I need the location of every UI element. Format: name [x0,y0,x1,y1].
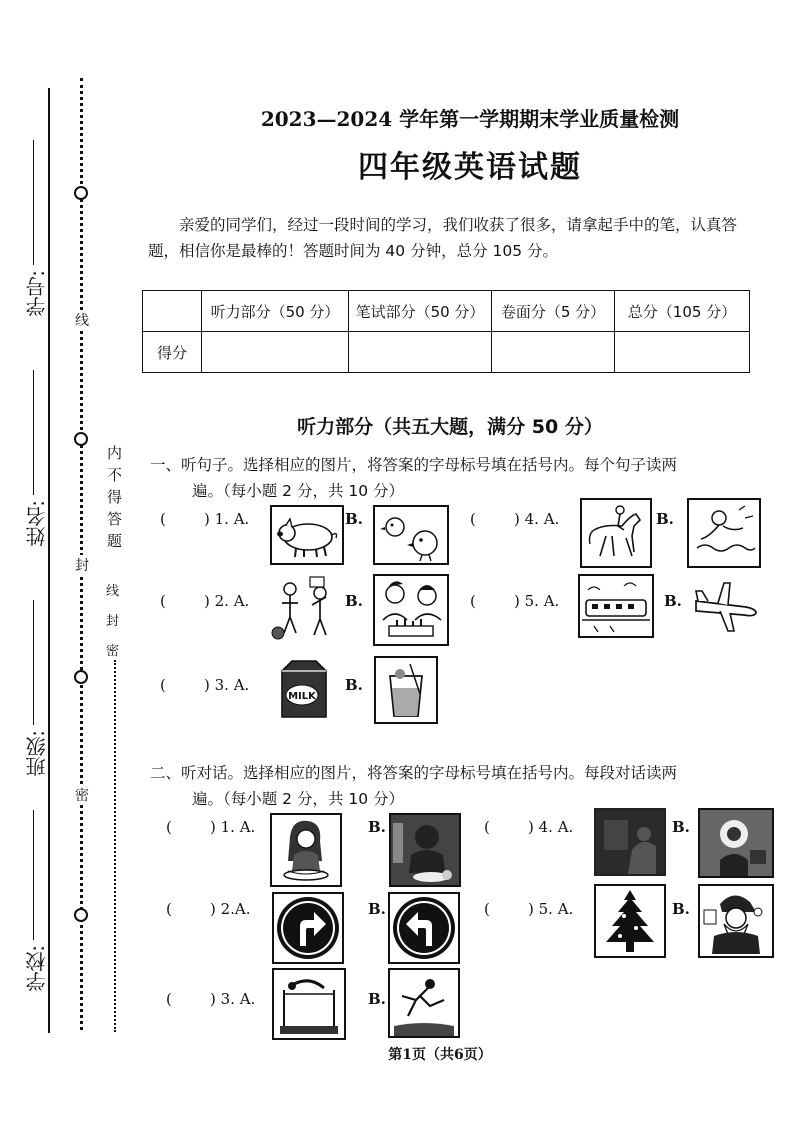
part2-q5-number[interactable]: ( ) 5. A. [484,900,574,918]
part1-q1-number[interactable]: ( ) 1. A. [160,510,250,528]
airplane-icon[interactable] [688,573,762,639]
turn-left-sign-icon[interactable] [388,892,460,964]
binding-hole-2 [74,432,88,446]
binding-hole-4 [74,908,88,922]
page-footer: 第1页（共6页） [388,1047,492,1063]
part1-q2-number[interactable]: ( ) 2. A. [160,592,250,610]
pig-icon[interactable] [270,505,344,565]
name-blank [33,370,34,495]
part1-q3-b-label: B. [345,676,363,694]
no-answer-warning: 内不得答题 [105,445,123,555]
part1-q3-number[interactable]: ( ) 3. A. [160,676,250,694]
score-header-listening: 听力部分（50 分） [202,291,349,332]
student-id-label: 学号: [25,270,49,317]
part1-q4-number[interactable]: ( ) 4. A. [470,510,560,528]
school-label: 学校: [25,945,49,992]
part1-q1-b-label: B. [345,510,363,528]
binding-dotted-line [80,78,83,1030]
dark-scene-icon[interactable] [594,808,666,876]
person-scene-icon[interactable] [698,808,774,878]
binding-hole-3 [74,670,88,684]
score-table-header-row [143,291,750,332]
score-header-total: 总分（105 分） [615,291,750,332]
binding-hole-1 [74,186,88,200]
part2-q4-number[interactable]: ( ) 4. A. [484,818,574,836]
seal-char-mi: 密 [75,785,89,805]
school-blank [33,810,34,940]
seal-char-feng: 封 [75,555,89,575]
inner-dotted-line [114,660,116,1032]
listening-section-title: 听力部分（共五大题，满分 50 分） [297,416,603,438]
part2-q1-number[interactable]: ( ) 1. A. [166,818,256,836]
part2-instruction-line2: 遍。（每小题 2 分，共 10 分） [192,790,405,808]
girl-eating-icon[interactable] [270,813,342,887]
part1-q2-b-label: B. [345,592,363,610]
seal-char-feng-inner: 封 [106,610,119,629]
chess-players-icon[interactable] [373,574,449,646]
part1-instruction-line1: 一、听句子。选择相应的图片，将答案的字母标号填在括号内。每个句子读两 [150,456,678,474]
score-header-neatness: 卷面分（5 分） [492,291,615,332]
juice-glass-icon[interactable] [374,656,438,724]
basketball-players-icon[interactable] [268,573,345,645]
score-table [142,290,750,373]
part2-q2-b-label: B. [368,900,386,918]
part2-q4-b-label: B. [672,818,690,836]
intro-paragraph: 亲爱的同学们，经过一段时间的学习，我们收获了很多，请拿起手中的笔，认真答题，相信你是最棒的！答题时间为 40 分钟，总分 105 分。 [148,216,738,260]
part2-q1-b-label: B. [368,818,386,836]
score-table-corner [143,291,202,332]
milk-label: MILK [288,691,316,702]
part2-q3-number[interactable]: ( ) 3. A. [166,990,256,1008]
part2-instructions [150,760,760,812]
long-jump-icon[interactable] [388,968,460,1038]
part2-q5-b-label: B. [672,900,690,918]
class-label: 班级: [25,730,49,777]
seal-char-mi-inner: 密 [106,640,119,659]
train-icon[interactable] [578,574,654,638]
exam-title: 四年级英语试题 [358,150,582,185]
name-label: 姓名: [25,500,49,547]
part1-instructions [150,452,760,504]
milk-carton-icon[interactable] [268,655,334,723]
horse-rider-icon[interactable] [580,498,652,568]
swimmer-icon[interactable] [687,498,761,568]
score-cell-neatness[interactable] [492,332,615,373]
student-id-blank [33,140,34,265]
part1-q5-b-label: B. [664,592,682,610]
part2-instruction-line1: 二、听对话。选择相应的图片，将答案的字母标号填在括号内。每段对话读两 [150,764,678,782]
christmas-tree-icon[interactable] [594,884,666,958]
turn-right-sign-icon[interactable] [272,892,344,964]
seal-char-xian-inner: 线 [106,580,119,599]
chicks-icon[interactable] [373,505,449,565]
part1-instruction-line2: 遍。（每小题 2 分，共 10 分） [192,482,405,500]
seal-char-xian: 线 [75,310,89,330]
girl-dark-icon[interactable] [389,813,461,887]
part1-q4-b-label: B. [656,510,674,528]
score-cell-total[interactable] [615,332,750,373]
exam-term: 2023—2024 学年第一学期期末学业质量检测 [260,107,680,131]
part2-q2-number[interactable]: ( ) 2.A. [166,900,251,918]
score-row-label: 得分 [143,332,202,373]
binding-solid-line [48,88,50,1033]
class-blank [33,600,34,725]
score-header-writing: 笔试部分（50 分） [349,291,492,332]
santa-icon[interactable] [698,884,774,958]
score-table-row [143,332,750,373]
high-jump-icon[interactable] [272,968,346,1040]
score-cell-writing[interactable] [349,332,492,373]
score-cell-listening[interactable] [202,332,349,373]
part1-q5-number[interactable]: ( ) 5. A. [470,592,560,610]
part2-q3-b-label: B. [368,990,386,1008]
